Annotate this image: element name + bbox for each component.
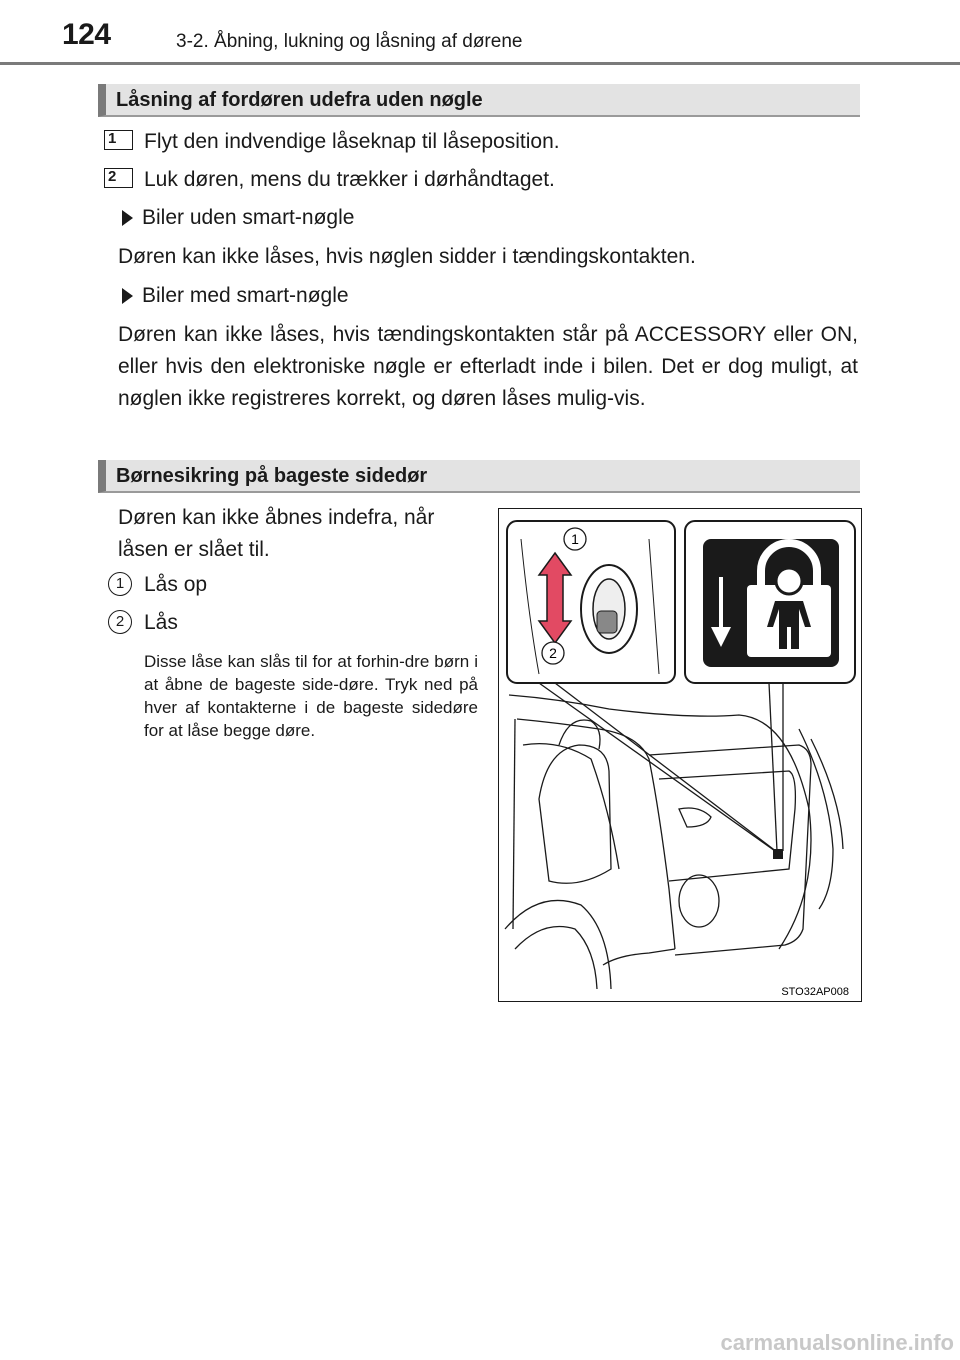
bullet-triangle-icon <box>122 210 133 226</box>
case-label: Biler uden smart-nøgle <box>142 206 355 229</box>
item-text: Lås <box>144 611 178 634</box>
car-door-drawing <box>505 695 843 989</box>
section-header <box>98 460 860 493</box>
case-text: Døren kan ikke låses, hvis nøglen sidder i tændingskontakten. <box>118 245 696 268</box>
watermark: carmanualsonline.info <box>720 1330 954 1355</box>
intro-text: Døren kan ikke åbnes indefra, når låsen er slået til. <box>118 506 435 561</box>
callout-number-2: 2 <box>108 610 132 634</box>
illustration-svg <box>499 509 862 1002</box>
step-number-box: 2 <box>104 168 132 188</box>
chapter-title: 3-2. Åbning, lukning og låsning af dørene <box>176 31 523 52</box>
step-number-box: 1 <box>104 130 132 150</box>
note-text: Disse låse kan slås til for at forhin-dre børn i at åbne de bageste side-døre. Tryk ned på hver af kontakterne i de bageste sidedøre for at låse begge døre. <box>144 652 478 740</box>
figure-code: STO32AP008 <box>781 986 849 998</box>
callout-2-label: 2 <box>549 645 557 661</box>
section-header <box>98 84 860 117</box>
callout-1-label: 1 <box>571 531 579 547</box>
callout-number-1: 1 <box>108 572 132 596</box>
header-rule <box>0 62 960 65</box>
case-text: Døren kan ikke låses, hvis tændingskontakten står på ACCESSORY eller ON, eller hvis den elektroniske nøgle er efterladt inde i bilen. Det er dog muligt, at nøglen ikke registreres korrekt, og døren låses mulig-vis. <box>118 323 858 410</box>
bullet-triangle-icon <box>122 288 133 304</box>
item-text: Lås op <box>144 573 208 596</box>
child-lock-illustration <box>498 508 862 1002</box>
child-lock-switch-marker <box>773 849 783 859</box>
case-label: Biler med smart-nøgle <box>142 284 349 307</box>
step-text: Flyt den indvendige låseknap til låseposition. <box>144 130 560 153</box>
page-number: 124 <box>62 18 111 51</box>
step-text: Luk døren, mens du trækker i dørhåndtaget. <box>144 168 555 191</box>
section-title: Børnesikring på bageste sidedør <box>116 465 428 487</box>
section-title: Låsning af fordøren udefra uden nøgle <box>116 89 483 111</box>
